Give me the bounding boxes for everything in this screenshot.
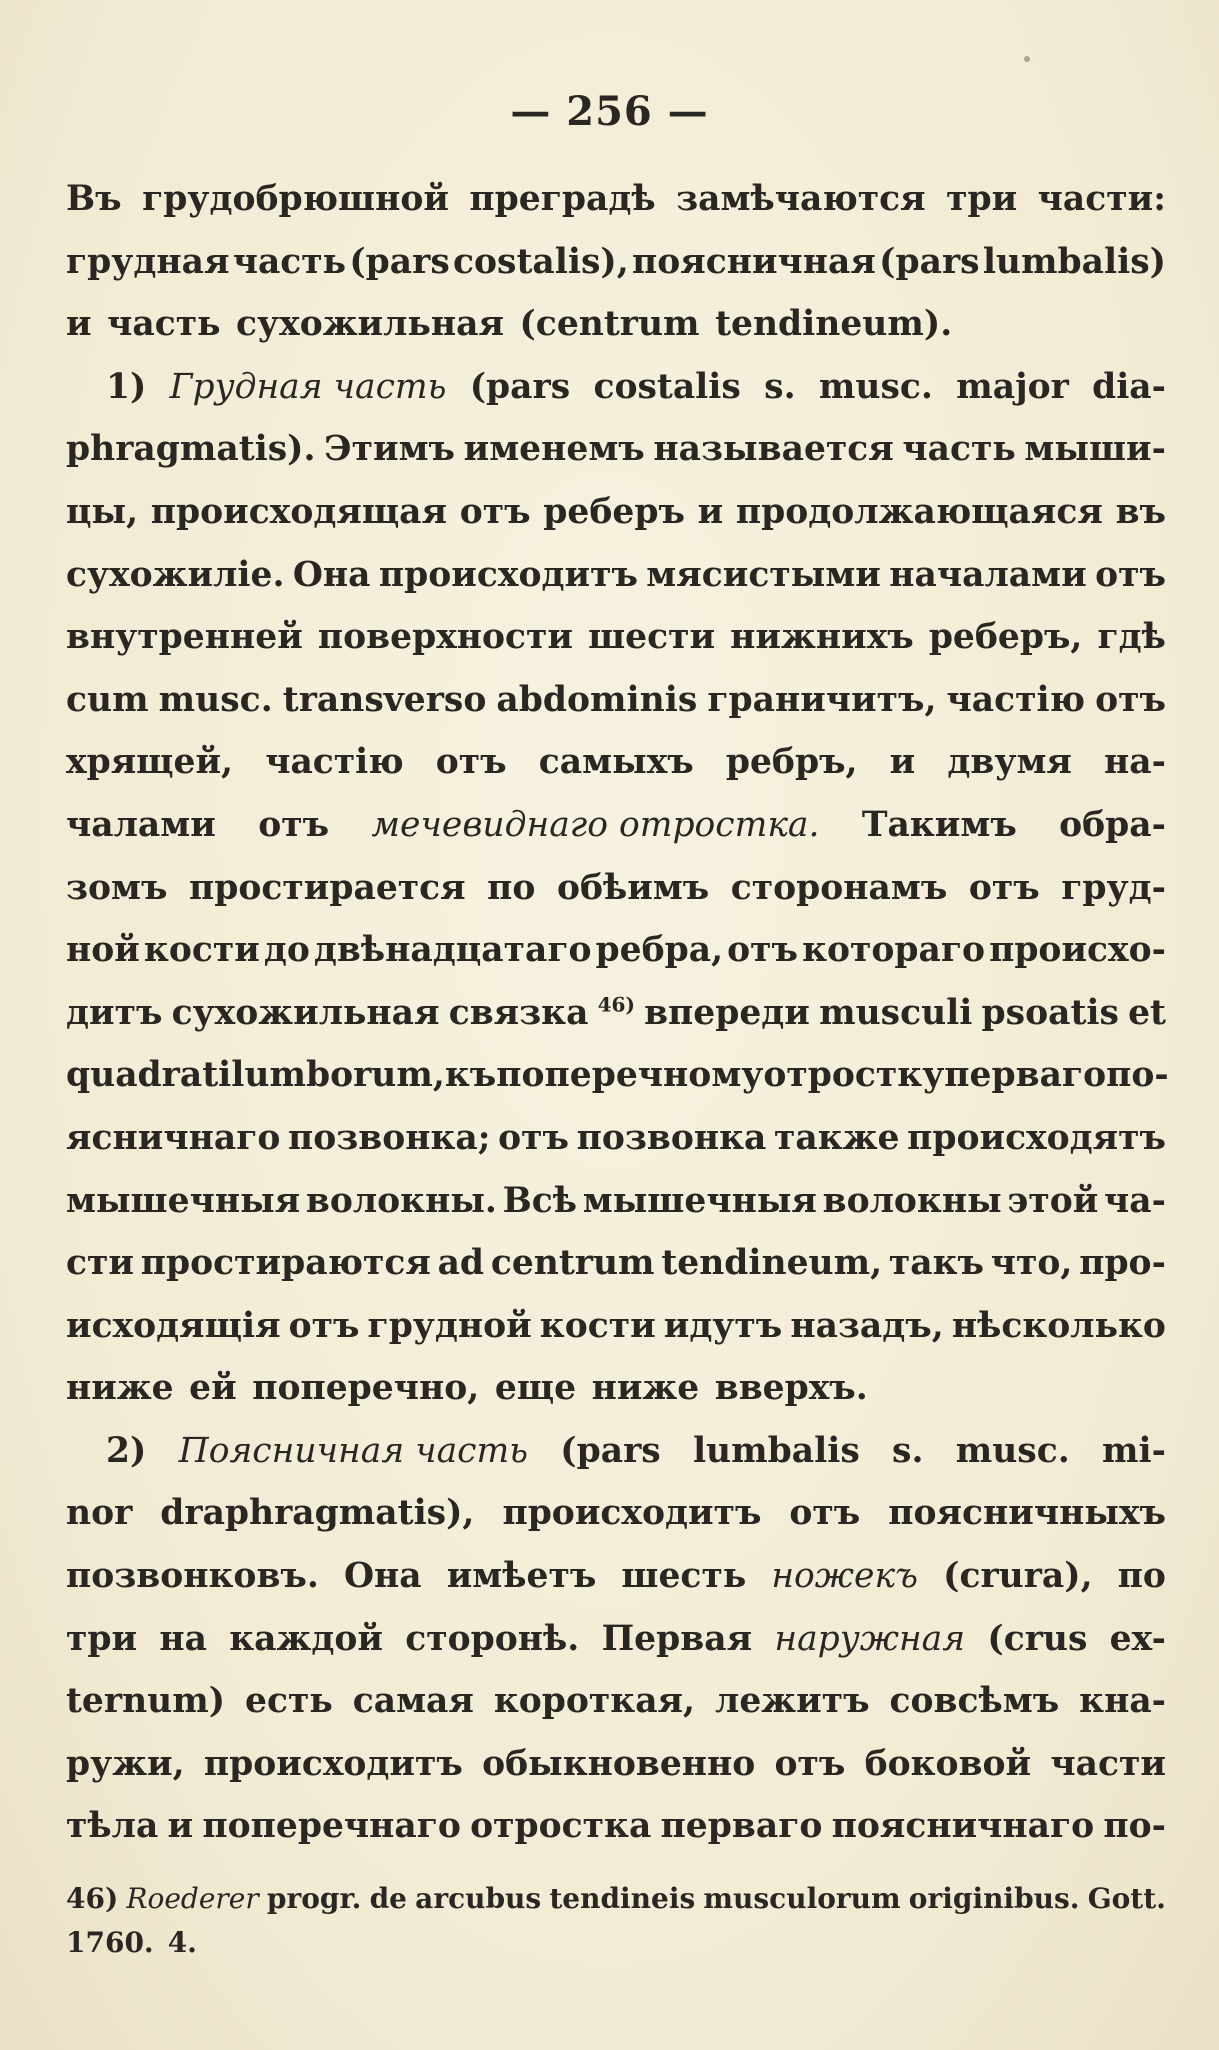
word: Грудная часть [169, 366, 447, 407]
word: Roederer [126, 1882, 259, 1915]
text-line [66, 481, 1166, 544]
word: каждой [229, 1618, 383, 1659]
text-line [66, 606, 1166, 669]
word: Въ [66, 179, 122, 219]
word: тѣла [66, 1806, 159, 1847]
word: назадъ, [790, 1305, 944, 1346]
word: идутъ [663, 1305, 783, 1346]
word: совсѣмъ [889, 1681, 1060, 1722]
word: psoatis [981, 992, 1119, 1033]
word: перваго [660, 1806, 823, 1847]
word: что, [990, 1243, 1073, 1284]
word: впереди [644, 992, 810, 1033]
word: обѣимъ [556, 867, 710, 908]
word: нѣсколько [951, 1305, 1166, 1346]
word: centrum [490, 1243, 655, 1284]
text-line [66, 982, 1166, 1045]
word: tendineum). [715, 304, 953, 345]
word: этой [1007, 1180, 1099, 1221]
word: отъ [288, 1305, 360, 1346]
word: части: [1037, 179, 1166, 219]
word: называется [653, 429, 894, 470]
footnote-line [66, 1921, 1166, 1965]
word: отъ [1095, 679, 1166, 720]
word: nor [66, 1493, 133, 1534]
text-line [66, 1295, 1166, 1358]
word: наружная [774, 1618, 966, 1659]
word: мыши- [1024, 429, 1166, 470]
word: зомъ [66, 867, 168, 908]
text-line [66, 794, 1166, 857]
word: поверхности [317, 617, 574, 658]
text-line [66, 1545, 1166, 1608]
word: грудобрюшной [142, 179, 449, 219]
word: поясничнаго [831, 1806, 1095, 1847]
word: вверхъ. [714, 1368, 868, 1409]
word: и [167, 1806, 194, 1847]
text-line [66, 1482, 1166, 1545]
word: отъ [1095, 554, 1166, 595]
word: хрящей, [66, 742, 234, 783]
word: части [1050, 1743, 1166, 1784]
word: 46) [66, 1882, 119, 1915]
word: arcubus [415, 1882, 542, 1915]
word: замѣчаются [676, 179, 926, 219]
word: и [697, 491, 724, 532]
word: 1760. [66, 1926, 154, 1959]
word: ex- [1109, 1618, 1166, 1659]
word: отъ [774, 1743, 846, 1784]
word: отъ [258, 804, 330, 845]
word: цы, [66, 491, 139, 532]
word: отъ [459, 491, 531, 532]
word: грудной [367, 1305, 532, 1346]
word: сухожильная [171, 992, 440, 1033]
word: позвонковъ. [66, 1556, 319, 1597]
word: lumborum, [231, 1055, 445, 1096]
word: самая [352, 1681, 474, 1722]
word: progr. [266, 1882, 362, 1915]
word: поперечнаго [202, 1806, 461, 1847]
word: mi- [1102, 1430, 1166, 1471]
word: 2) [106, 1430, 147, 1471]
word: draphragmatis), [160, 1493, 475, 1534]
word: ниже [66, 1368, 174, 1409]
word: ребра, [595, 930, 724, 971]
text-line [66, 731, 1166, 794]
word: частію [265, 742, 404, 783]
word: costalis), [453, 241, 629, 282]
word: ниже [591, 1368, 700, 1409]
word: поперечно, [252, 1368, 480, 1409]
text-line [66, 1357, 1166, 1420]
word: самыхъ [538, 742, 694, 783]
word: имѣетъ [446, 1556, 597, 1597]
word: обыкновенно [482, 1743, 756, 1784]
word: musculorum [703, 1882, 901, 1915]
word: de [369, 1882, 407, 1915]
word: граничитъ, [707, 679, 937, 720]
word: три [66, 1618, 138, 1659]
word: ad [437, 1243, 485, 1284]
footnote-line [66, 1877, 1166, 1921]
word: также [774, 1117, 900, 1158]
word: transverso [282, 679, 487, 720]
word: s. [892, 1430, 924, 1471]
ink-speck [1024, 56, 1030, 62]
word: реберъ, [928, 617, 1083, 658]
word: (pars [469, 366, 571, 407]
word: et [1128, 992, 1166, 1033]
word: позвонка; [287, 1117, 491, 1158]
word: по- [1103, 1806, 1166, 1847]
word: ternum) [66, 1681, 226, 1722]
word: часть [107, 304, 221, 345]
word: tendineum, [661, 1243, 883, 1284]
word: отъ [727, 930, 799, 971]
word: tendineis [549, 1882, 696, 1915]
word: musculi [819, 992, 973, 1033]
word: s. [764, 366, 796, 407]
word: (pars [879, 241, 980, 282]
word: и [66, 304, 92, 345]
word: происходитъ [378, 554, 638, 595]
text-line [66, 1232, 1166, 1295]
word: позвонка [576, 1117, 767, 1158]
word: quadrati [66, 1055, 232, 1096]
word: происходятъ [907, 1117, 1166, 1158]
word: къ [444, 1055, 497, 1096]
word: еще [494, 1368, 577, 1409]
footnote-marker: 46) [597, 992, 635, 1017]
word: груд- [1061, 867, 1166, 908]
word: нижнихъ [730, 617, 914, 658]
text-line [66, 1170, 1166, 1233]
word: мясистыми [646, 554, 881, 595]
footnote [66, 1877, 1166, 1965]
body-text [66, 168, 1169, 1858]
word: сухожиліе. [66, 554, 285, 595]
word: внутренней [66, 617, 303, 658]
word: поясничная [631, 241, 876, 282]
word: Этимъ [324, 429, 455, 470]
text-line [66, 1107, 1166, 1170]
word: происходитъ [502, 1493, 762, 1534]
word: Всѣ [502, 1180, 578, 1221]
word: частію [946, 679, 1086, 720]
word: отъ [435, 742, 507, 783]
word: двѣнадцатаго [313, 930, 592, 971]
text-line [66, 293, 1166, 356]
word: поясничныхъ [888, 1493, 1166, 1534]
word: по [1117, 1556, 1166, 1597]
word: преградѣ [469, 179, 656, 219]
word: и [889, 742, 916, 783]
word: ножекъ [771, 1556, 919, 1597]
word: волокны. [305, 1180, 497, 1221]
word: въ [1115, 491, 1166, 532]
word: отростку [763, 1055, 945, 1096]
word: дитъ [66, 992, 163, 1033]
word: до [263, 930, 310, 971]
word: cum [66, 679, 149, 720]
word: отъ [498, 1117, 569, 1158]
word: лежитъ [715, 1681, 870, 1722]
word: мышечныя [66, 1180, 301, 1221]
word: (crus [987, 1618, 1088, 1659]
word: major [956, 366, 1069, 407]
word: боковой [864, 1743, 1032, 1784]
word: по [487, 867, 536, 908]
text-line [66, 1420, 1166, 1483]
word: Такимъ [861, 804, 1017, 845]
text-line [66, 669, 1166, 732]
text-line [66, 919, 1166, 982]
text-line [66, 168, 1166, 231]
word: musc. [955, 1430, 1070, 1471]
word: phragmatis). [66, 429, 316, 470]
word: abdominis [496, 679, 698, 720]
word: на [159, 1618, 207, 1659]
word: связка [448, 992, 589, 1033]
word: происхо- [989, 930, 1166, 971]
word: поперечному [496, 1055, 764, 1096]
text-line [66, 544, 1166, 607]
text-line [66, 1795, 1166, 1858]
word: lumbalis [692, 1430, 860, 1471]
word: Поясничная часть [178, 1430, 528, 1471]
word: по- [1106, 1055, 1169, 1096]
word: отъ [789, 1493, 861, 1534]
word: ясничнаго [66, 1117, 281, 1158]
text-line [66, 418, 1166, 481]
word: часть [902, 429, 1016, 470]
word: обра- [1059, 804, 1166, 845]
word: ружи, [66, 1743, 185, 1784]
word: гдѣ [1097, 617, 1166, 658]
word: Gott. [1087, 1882, 1166, 1915]
word: происходитъ [203, 1743, 463, 1784]
word: простирается [188, 867, 466, 908]
word: именемъ [463, 429, 645, 470]
word: 1) [106, 366, 147, 407]
word: originibus. [908, 1882, 1080, 1915]
word: сторонамъ [730, 867, 948, 908]
word: кости [539, 1305, 656, 1346]
text-line [66, 1670, 1166, 1733]
word: musc. [818, 366, 933, 407]
text-line [66, 1733, 1166, 1796]
word: Она [292, 554, 371, 595]
text-line [66, 857, 1166, 920]
word: Она [343, 1556, 422, 1597]
word: сти [66, 1243, 134, 1284]
word: ребръ, [725, 742, 858, 783]
word: часть [232, 241, 347, 282]
word: (crura), [943, 1556, 1093, 1597]
text-line [66, 356, 1166, 419]
word: волокны [822, 1180, 1002, 1221]
word: сухожильная [236, 304, 504, 345]
word: кна- [1079, 1681, 1166, 1722]
word: реберъ [543, 491, 685, 532]
word: мышечныя [582, 1180, 817, 1221]
word: ча- [1104, 1180, 1166, 1221]
word: началами [889, 554, 1087, 595]
word: lumbalis) [982, 241, 1166, 282]
word: происходящая [150, 491, 448, 532]
word: про- [1079, 1243, 1166, 1284]
word: 4. [167, 1926, 197, 1959]
word: dia- [1092, 366, 1166, 407]
word: шесть [621, 1556, 747, 1597]
word: перваго [944, 1055, 1107, 1096]
word: сторонѣ. [405, 1618, 580, 1659]
word: (centrum [519, 304, 700, 345]
word: отъ [968, 867, 1040, 908]
word: исходящія [66, 1305, 281, 1346]
word: (pars [560, 1430, 661, 1471]
word: musc. [158, 679, 273, 720]
word: кости [143, 930, 260, 971]
word: есть [245, 1681, 333, 1722]
word: отростка [470, 1806, 652, 1847]
word: такъ [888, 1243, 985, 1284]
word: простираются [140, 1243, 431, 1284]
word: ей [189, 1368, 237, 1409]
word: мечевиднаго отростка. [371, 804, 820, 845]
word: короткая, [493, 1681, 696, 1722]
text-line [66, 1608, 1166, 1671]
word: чалами [66, 804, 216, 845]
text-line [66, 1044, 1169, 1107]
word: (pars [349, 241, 450, 282]
word: три [946, 179, 1018, 219]
word: двумя [947, 742, 1072, 783]
word: costalis [593, 366, 741, 407]
word: на- [1104, 742, 1166, 783]
word: продолжающаяся [735, 491, 1103, 532]
word: котораго [802, 930, 986, 971]
word: Первая [601, 1618, 753, 1659]
word: грудная [66, 241, 230, 282]
word: ной [66, 930, 140, 971]
page-number: — 256 — [510, 88, 709, 135]
word: шести [588, 617, 716, 658]
text-line [66, 231, 1166, 294]
